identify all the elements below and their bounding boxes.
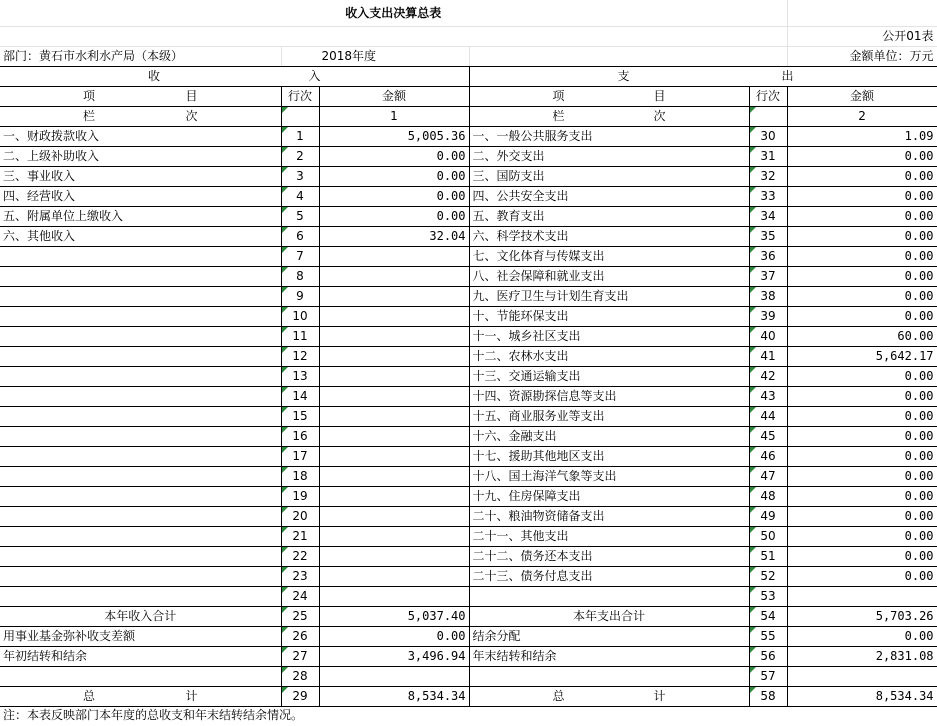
table-row xyxy=(0,487,937,507)
table-row xyxy=(0,187,937,207)
income-amount: 0.00 xyxy=(319,187,469,207)
income-amount: 0.00 xyxy=(319,167,469,187)
total-row xyxy=(0,687,937,707)
expense-amount: 0.00 xyxy=(787,507,937,527)
expense-column-number: 2 xyxy=(787,107,937,127)
income-amount: 32.04 xyxy=(319,227,469,247)
table-row xyxy=(0,327,937,347)
expense-line-number: 36 xyxy=(749,247,787,267)
expense-amount: 0.00 xyxy=(787,387,937,407)
income-line-number: 5 xyxy=(281,207,319,227)
expense-item-label: 一、一般公共服务支出 xyxy=(469,127,749,147)
expense-item-label: 四、公共安全支出 xyxy=(469,187,749,207)
table-row xyxy=(0,207,937,227)
expense-item-label: 二十二、债务还本支出 xyxy=(469,547,749,567)
table-row xyxy=(0,267,937,287)
income-amount xyxy=(319,427,469,447)
table-row xyxy=(0,307,937,327)
income-amount xyxy=(319,487,469,507)
footnote: 注：本表反映部门本年度的总收支和年末结转结余情况。 xyxy=(3,708,304,722)
table-row xyxy=(0,387,937,407)
expense-item-header: 项 目 xyxy=(469,87,749,107)
income-line-number: 21 xyxy=(281,527,319,547)
expense-amount-header: 金额 xyxy=(787,87,937,107)
income-item-label: 一、财政拨款收入 xyxy=(0,127,281,147)
expense-item-label xyxy=(469,667,749,687)
income-line-number: 25 xyxy=(281,607,319,627)
expense-amount: 5,703.26 xyxy=(787,607,937,627)
income-line-number: 6 xyxy=(281,227,319,247)
income-item-label: 六、其他收入 xyxy=(0,227,281,247)
expense-total-amount: 8,534.34 xyxy=(787,687,937,707)
expense-amount: 5,642.17 xyxy=(787,347,937,367)
income-line-number: 18 xyxy=(281,467,319,487)
income-item-label: 三、事业收入 xyxy=(0,167,281,187)
income-item-label xyxy=(0,547,281,567)
expense-line-number: 45 xyxy=(749,427,787,447)
income-line-number: 7 xyxy=(281,247,319,267)
expense-amount: 0.00 xyxy=(787,467,937,487)
expense-line-number: 33 xyxy=(749,187,787,207)
income-item-label: 用事业基金弥补收支差额 xyxy=(0,627,281,647)
income-section-header: 收 入 xyxy=(0,67,469,87)
expense-total-label: 总 计 xyxy=(469,687,749,707)
expense-line-number: 35 xyxy=(749,227,787,247)
income-line-number: 26 xyxy=(281,627,319,647)
expense-line-number: 55 xyxy=(749,627,787,647)
expense-line-header: 行次 xyxy=(749,87,787,107)
form-code: 公开01表 xyxy=(787,27,937,47)
income-line-number: 8 xyxy=(281,267,319,287)
expense-amount: 0.00 xyxy=(787,627,937,647)
income-amount xyxy=(319,667,469,687)
income-amount: 5,037.40 xyxy=(319,607,469,627)
income-amount xyxy=(319,307,469,327)
expense-item-label: 六、科学技术支出 xyxy=(469,227,749,247)
expense-amount xyxy=(787,587,937,607)
income-item-label xyxy=(0,307,281,327)
income-line-number: 12 xyxy=(281,347,319,367)
expense-item-label: 二、外交支出 xyxy=(469,147,749,167)
table-row xyxy=(0,407,937,427)
income-amount xyxy=(319,347,469,367)
income-line-number: 19 xyxy=(281,487,319,507)
expense-amount: 60.00 xyxy=(787,327,937,347)
table-row xyxy=(0,167,937,187)
income-amount xyxy=(319,587,469,607)
expense-item-label: 本年支出合计 xyxy=(469,607,749,627)
expense-line-number: 31 xyxy=(749,147,787,167)
table-row xyxy=(0,287,937,307)
table-row xyxy=(0,127,937,147)
expense-item-label: 二十三、债务付息支出 xyxy=(469,567,749,587)
income-amount xyxy=(319,567,469,587)
income-item-label xyxy=(0,387,281,407)
income-item-label: 五、附属单位上缴收入 xyxy=(0,207,281,227)
expense-section-header: 支 出 xyxy=(469,67,937,87)
empty-cell xyxy=(0,27,787,47)
income-item-label xyxy=(0,427,281,447)
expense-total-line: 58 xyxy=(749,687,787,707)
table-row xyxy=(0,667,937,687)
page-title: 收入支出决算总表 xyxy=(0,0,787,27)
income-line-number: 28 xyxy=(281,667,319,687)
expense-line-number: 40 xyxy=(749,327,787,347)
income-amount: 0.00 xyxy=(319,207,469,227)
table-row xyxy=(0,347,937,367)
income-amount xyxy=(319,467,469,487)
expense-line-number: 34 xyxy=(749,207,787,227)
expense-line-number: 57 xyxy=(749,667,787,687)
income-item-label xyxy=(0,407,281,427)
expense-item-label: 结余分配 xyxy=(469,627,749,647)
expense-line-number: 49 xyxy=(749,507,787,527)
expense-item-label: 十三、交通运输支出 xyxy=(469,367,749,387)
table-row xyxy=(0,607,937,627)
income-amount xyxy=(319,527,469,547)
income-item-label xyxy=(0,487,281,507)
income-line-number: 27 xyxy=(281,647,319,667)
expense-line-number: 46 xyxy=(749,447,787,467)
expense-line-number: 48 xyxy=(749,487,787,507)
income-line-number: 23 xyxy=(281,567,319,587)
income-item-label xyxy=(0,467,281,487)
expense-lanci-label: 栏 次 xyxy=(469,107,749,127)
income-amount xyxy=(319,507,469,527)
income-total-label: 总 计 xyxy=(0,687,281,707)
income-item-label xyxy=(0,287,281,307)
table-row xyxy=(0,367,937,387)
department-label: 部门：黄石市水利水产局（本级） xyxy=(0,47,281,67)
income-line-number: 24 xyxy=(281,587,319,607)
income-item-label xyxy=(0,247,281,267)
expense-line-number: 50 xyxy=(749,527,787,547)
expense-line-number: 54 xyxy=(749,607,787,627)
income-item-label: 本年收入合计 xyxy=(0,607,281,627)
income-item-label: 年初结转和结余 xyxy=(0,647,281,667)
expense-line-number: 42 xyxy=(749,367,787,387)
expense-line-number: 51 xyxy=(749,547,787,567)
expense-item-label: 年末结转和结余 xyxy=(469,647,749,667)
empty-cell xyxy=(749,107,787,127)
table-row xyxy=(0,427,937,447)
expense-line-number: 39 xyxy=(749,307,787,327)
income-line-number: 9 xyxy=(281,287,319,307)
table-row xyxy=(0,527,937,547)
income-line-number: 20 xyxy=(281,507,319,527)
income-line-number: 11 xyxy=(281,327,319,347)
income-line-number: 14 xyxy=(281,387,319,407)
income-amount xyxy=(319,267,469,287)
income-line-number: 2 xyxy=(281,147,319,167)
expense-amount: 0.00 xyxy=(787,227,937,247)
income-total-line: 29 xyxy=(281,687,319,707)
income-amount xyxy=(319,367,469,387)
expense-item-label: 五、教育支出 xyxy=(469,207,749,227)
expense-amount: 0.00 xyxy=(787,407,937,427)
expense-amount: 0.00 xyxy=(787,427,937,447)
expense-amount: 0.00 xyxy=(787,547,937,567)
expense-line-number: 47 xyxy=(749,467,787,487)
income-amount xyxy=(319,387,469,407)
expense-item-label: 十四、资源勘探信息等支出 xyxy=(469,387,749,407)
expense-amount: 0.00 xyxy=(787,567,937,587)
expense-item-label xyxy=(469,587,749,607)
expense-amount: 0.00 xyxy=(787,147,937,167)
expense-item-label: 十六、金融支出 xyxy=(469,427,749,447)
income-line-number: 4 xyxy=(281,187,319,207)
income-amount xyxy=(319,287,469,307)
expense-amount: 0.00 xyxy=(787,287,937,307)
income-item-label xyxy=(0,667,281,687)
income-line-number: 10 xyxy=(281,307,319,327)
expense-amount: 0.00 xyxy=(787,307,937,327)
expense-amount: 0.00 xyxy=(787,167,937,187)
income-item-label xyxy=(0,327,281,347)
expense-line-number: 32 xyxy=(749,167,787,187)
income-item-label xyxy=(0,367,281,387)
expense-amount: 0.00 xyxy=(787,367,937,387)
income-amount xyxy=(319,407,469,427)
expense-amount: 0.00 xyxy=(787,207,937,227)
table-row xyxy=(0,647,937,667)
income-amount: 0.00 xyxy=(319,627,469,647)
table-row xyxy=(0,467,937,487)
income-amount: 3,496.94 xyxy=(319,647,469,667)
income-amount xyxy=(319,327,469,347)
income-line-header: 行次 xyxy=(281,87,319,107)
expense-item-label: 十八、国土海洋气象等支出 xyxy=(469,467,749,487)
income-total-amount: 8,534.34 xyxy=(319,687,469,707)
expense-item-label: 十二、农林水支出 xyxy=(469,347,749,367)
table-row xyxy=(0,247,937,267)
income-amount-header: 金额 xyxy=(319,87,469,107)
table-row xyxy=(0,447,937,467)
expense-amount xyxy=(787,667,937,687)
table-row xyxy=(0,507,937,527)
expense-item-label: 七、文化体育与传媒支出 xyxy=(469,247,749,267)
income-line-number: 16 xyxy=(281,427,319,447)
income-item-label xyxy=(0,527,281,547)
income-column-number: 1 xyxy=(319,107,469,127)
income-item-label: 二、上级补助收入 xyxy=(0,147,281,167)
table-row xyxy=(0,587,937,607)
income-item-label xyxy=(0,447,281,467)
expense-line-number: 53 xyxy=(749,587,787,607)
expense-item-label: 十七、援助其他地区支出 xyxy=(469,447,749,467)
table-row xyxy=(0,547,937,567)
income-amount xyxy=(319,547,469,567)
income-line-number: 1 xyxy=(281,127,319,147)
income-item-label xyxy=(0,267,281,287)
income-item-label xyxy=(0,507,281,527)
income-line-number: 3 xyxy=(281,167,319,187)
expense-line-number: 52 xyxy=(749,567,787,587)
expense-item-label: 十五、商业服务业等支出 xyxy=(469,407,749,427)
income-item-label: 四、经营收入 xyxy=(0,187,281,207)
income-item-label xyxy=(0,347,281,367)
expense-amount: 0.00 xyxy=(787,247,937,267)
income-line-number: 15 xyxy=(281,407,319,427)
income-item-header: 项 目 xyxy=(0,87,281,107)
income-item-label xyxy=(0,587,281,607)
expense-line-number: 43 xyxy=(749,387,787,407)
expense-line-number: 37 xyxy=(749,267,787,287)
income-amount: 5,005.36 xyxy=(319,127,469,147)
expense-amount: 0.00 xyxy=(787,267,937,287)
expense-amount: 0.00 xyxy=(787,447,937,467)
income-line-number: 22 xyxy=(281,547,319,567)
empty-cell xyxy=(469,47,787,67)
expense-amount: 0.00 xyxy=(787,487,937,507)
expense-item-label: 十一、城乡社区支出 xyxy=(469,327,749,347)
expense-item-label: 二十一、其他支出 xyxy=(469,527,749,547)
table-row xyxy=(0,147,937,167)
table-row xyxy=(0,627,937,647)
income-lanci-label: 栏 次 xyxy=(0,107,281,127)
expense-line-number: 41 xyxy=(749,347,787,367)
table-row xyxy=(0,227,937,247)
expense-line-number: 44 xyxy=(749,407,787,427)
expense-item-label: 十、节能环保支出 xyxy=(469,307,749,327)
expense-amount: 0.00 xyxy=(787,187,937,207)
unit-label: 金额单位：万元 xyxy=(787,47,937,67)
income-item-label xyxy=(0,567,281,587)
expense-amount: 1.09 xyxy=(787,127,937,147)
expense-item-label: 八、社会保障和就业支出 xyxy=(469,267,749,287)
income-amount: 0.00 xyxy=(319,147,469,167)
income-line-number: 17 xyxy=(281,447,319,467)
report-year: 2018年度 xyxy=(281,47,469,67)
expense-amount: 0.00 xyxy=(787,527,937,547)
empty-cell xyxy=(281,107,319,127)
income-amount xyxy=(319,447,469,467)
table-row xyxy=(0,567,937,587)
expense-line-number: 38 xyxy=(749,287,787,307)
expense-item-label: 九、医疗卫生与计划生育支出 xyxy=(469,287,749,307)
income-amount xyxy=(319,247,469,267)
income-line-number: 13 xyxy=(281,367,319,387)
expense-item-label: 三、国防支出 xyxy=(469,167,749,187)
expense-line-number: 56 xyxy=(749,647,787,667)
expense-amount: 2,831.08 xyxy=(787,647,937,667)
expense-item-label: 十九、住房保障支出 xyxy=(469,487,749,507)
empty-cell xyxy=(787,0,937,27)
expense-item-label: 二十、粮油物资储备支出 xyxy=(469,507,749,527)
expense-line-number: 30 xyxy=(749,127,787,147)
